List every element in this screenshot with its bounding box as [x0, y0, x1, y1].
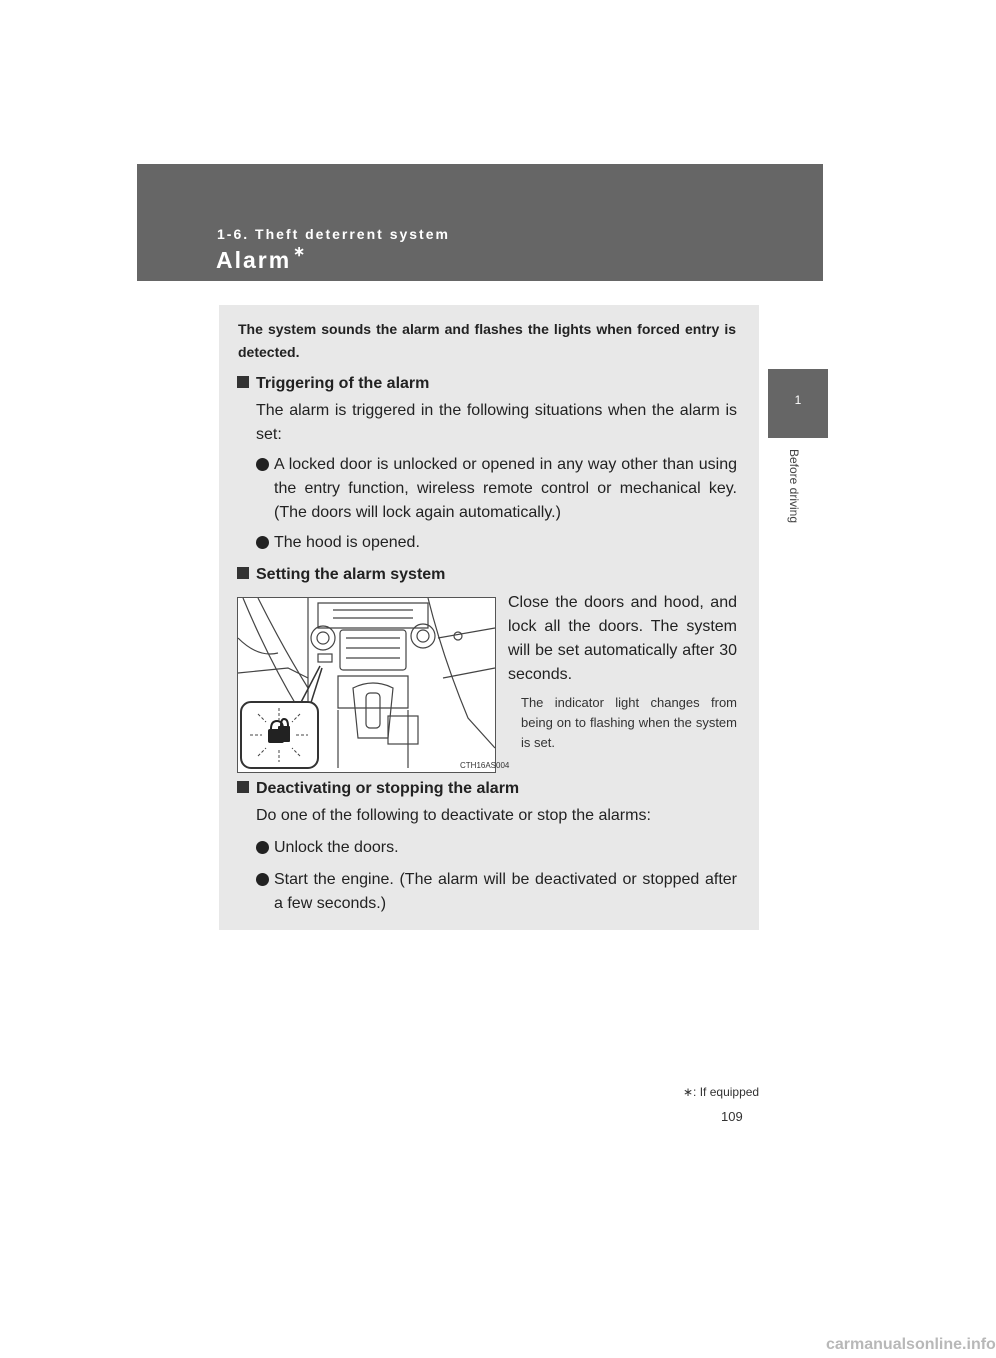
page-header [137, 164, 823, 281]
bullet-icon [256, 841, 269, 854]
list-item: Start the engine. (The alarm will be deactivated or stopped after a few seconds.) [256, 868, 737, 916]
heading-setting: Setting the alarm system [237, 566, 445, 584]
square-bullet-icon [237, 376, 249, 388]
title-asterisk: ∗ [293, 243, 307, 259]
setting-note: The indicator light changes from being on to flashing when the system is set. [521, 695, 737, 750]
list-item: A locked door is unlocked or opened in any way other than using the entry function, wireless remote control or mechanical key. (The doors will lock again automatically.) [256, 453, 737, 525]
square-bullet-icon [237, 567, 249, 579]
page-number: 109 [721, 1109, 743, 1124]
title-text: Alarm [216, 247, 292, 273]
watermark: carmanualsonline.info [826, 1336, 996, 1353]
intro-text: The system sounds the alarm and flashes the lights when forced entry is detected. [238, 321, 736, 360]
page-title [216, 243, 307, 274]
chapter-number: 1 [794, 393, 802, 407]
triggering-text: The alarm is triggered in the following situations when the alarm is set: [256, 402, 737, 443]
setting-text: Close the doors and hood, and lock all the doors. The system will be set automatically after 30 seconds. [508, 594, 737, 683]
square-bullet-icon [237, 781, 249, 793]
figure-code: CTH16AS004 [460, 761, 510, 770]
heading-triggering: Triggering of the alarm [237, 375, 429, 393]
list-item: The hood is opened. [256, 531, 737, 555]
list-item: Unlock the doors. [256, 836, 737, 860]
bullet-icon [256, 458, 269, 471]
heading-deactivating: Deactivating or stopping the alarm [237, 780, 519, 798]
footnote: ∗: If equipped [683, 1085, 760, 1099]
content-box [219, 305, 759, 930]
dashboard-drawing [238, 598, 510, 772]
chapter-label: Before driving [787, 448, 801, 524]
bullet-icon [256, 536, 269, 549]
deactivating-text: Do one of the following to deactivate or stop the alarms: [256, 807, 651, 824]
bullet-icon [256, 873, 269, 886]
dashboard-illustration [237, 597, 510, 773]
section-label: 1-6. Theft deterrent system [217, 226, 450, 242]
